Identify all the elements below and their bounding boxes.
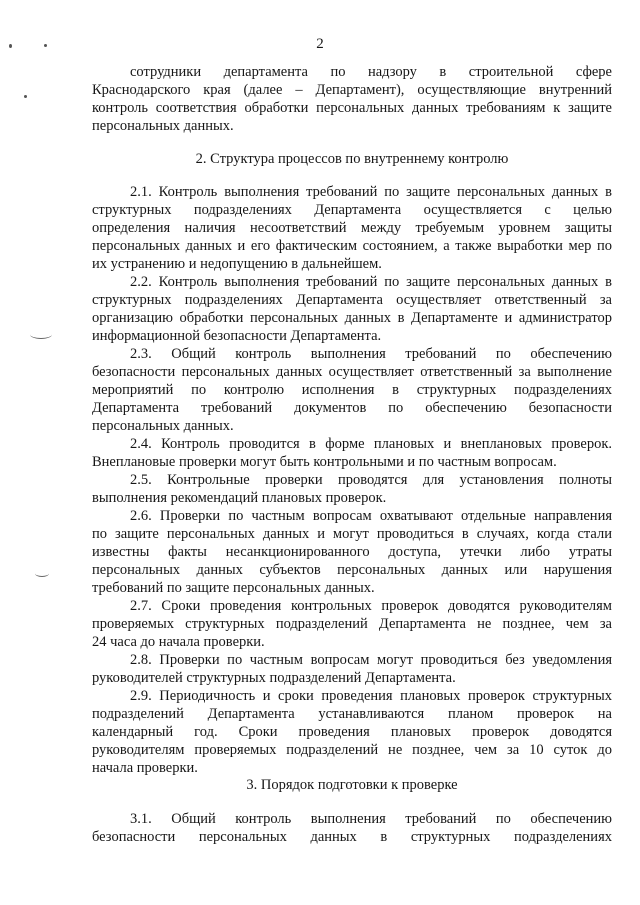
text-line: 2.2. Контроль выполнения требований по защите персональных данных в: [130, 274, 612, 290]
text-line: подразделений Департамента устанавливаются планом проверок на: [92, 706, 612, 722]
text-line: начала проверки.: [92, 760, 198, 776]
scan-mark: [24, 95, 27, 98]
text-line: 2.7. Сроки проведения контрольных проверок доводятся руководителям: [130, 598, 612, 614]
text-line: Краснодарского края (далее – Департамент), осуществляющие внутренний: [92, 82, 612, 98]
text-line: руководителей структурных подразделений Департамента.: [92, 670, 456, 686]
section-heading-3: 3. Порядок подготовки к проверке: [246, 777, 458, 793]
text-line: по защите персональных данных и могут проводиться в случаях, когда стали: [92, 526, 612, 542]
text-line: 2.4. Контроль проводится в форме плановых и внеплановых проверок.: [130, 436, 612, 452]
text-line: проверяемых структурных подразделений Департамента не позднее, чем за: [92, 616, 612, 632]
text-line: Внеплановые проверки могут быть контрольными и по частным вопросам.: [92, 454, 557, 470]
text-line: структурных подразделениях Департамента осуществляется с целью: [92, 202, 612, 218]
scan-mark: [44, 44, 47, 47]
text-line: персональных данных и его фактическим состоянием, а также выработки мер по: [92, 238, 612, 254]
text-line: персональных данных субъектов персональных данных или нарушения: [92, 562, 612, 578]
text-line: персональных данных.: [92, 118, 234, 134]
scan-mark: [35, 570, 49, 577]
text-line: 2.1. Контроль выполнения требований по защите персональных данных в: [130, 184, 612, 200]
text-line: структурных подразделениях Департамента осуществляет ответственный за: [92, 292, 612, 308]
scan-mark: [30, 330, 52, 339]
paragraph-intro: [92, 63, 612, 135]
text-line: контроль соответствия обработки персональных данных требованиям к защите: [92, 100, 612, 116]
text-line: 24 часа до начала проверки.: [92, 634, 265, 650]
text-line: 2.8. Проверки по частным вопросам могут проводиться без уведомления: [130, 652, 612, 668]
text-line: мероприятий по контролю исполнения в структурных подразделениях: [92, 382, 612, 398]
text-line: 2.3. Общий контроль выполнения требований по обеспечению: [130, 346, 612, 362]
section-heading-2: 2. Структура процессов по внутреннему контролю: [195, 151, 509, 167]
text-line: календарный год. Сроки проведения плановых проверок доводятся: [92, 724, 612, 740]
text-line: информационной безопасности Департамента.: [92, 328, 382, 344]
page-number: 2: [316, 36, 324, 52]
text-line: известны факты несанкционированного доступа, утечки либо утраты: [92, 544, 612, 560]
text-line: безопасности персональных данных осуществляет ответственный за выполнение: [92, 364, 612, 380]
text-line: их устранению и недопущению в дальнейшем.: [92, 256, 382, 272]
text-line: персональных данных.: [92, 418, 234, 434]
text-line: безопасности персональных данных в структурных подразделениях: [92, 829, 612, 845]
text-line: руководителям проверяемых подразделений не позднее, чем за 10 суток до: [92, 742, 612, 758]
section-3-body: [92, 810, 612, 846]
text-line: 2.9. Периодичность и сроки проведения плановых проверок структурных: [130, 688, 612, 704]
text-line: сотрудники департамента по надзору в строительной сфере: [130, 64, 612, 80]
scan-mark: [9, 44, 12, 48]
text-line: организацию обработки персональных данных в Департаменте и администратор: [92, 310, 612, 326]
text-line: выполнения рекомендаций плановых проверок.: [92, 490, 387, 506]
text-line: 2.5. Контрольные проверки проводятся для установления полноты: [130, 472, 612, 488]
text-line: определения наличия несоответствий между требуемым уровнем защиты: [92, 220, 612, 236]
text-line: требований по защите персональных данных.: [92, 580, 375, 596]
section-2-body: [92, 183, 612, 777]
text-line: Департамента требований документов по обеспечению безопасности: [92, 400, 612, 416]
text-line: 3.1. Общий контроль выполнения требований по обеспечению: [130, 811, 612, 827]
text-line: 2.6. Проверки по частным вопросам охватывают отдельные направления: [130, 508, 612, 524]
